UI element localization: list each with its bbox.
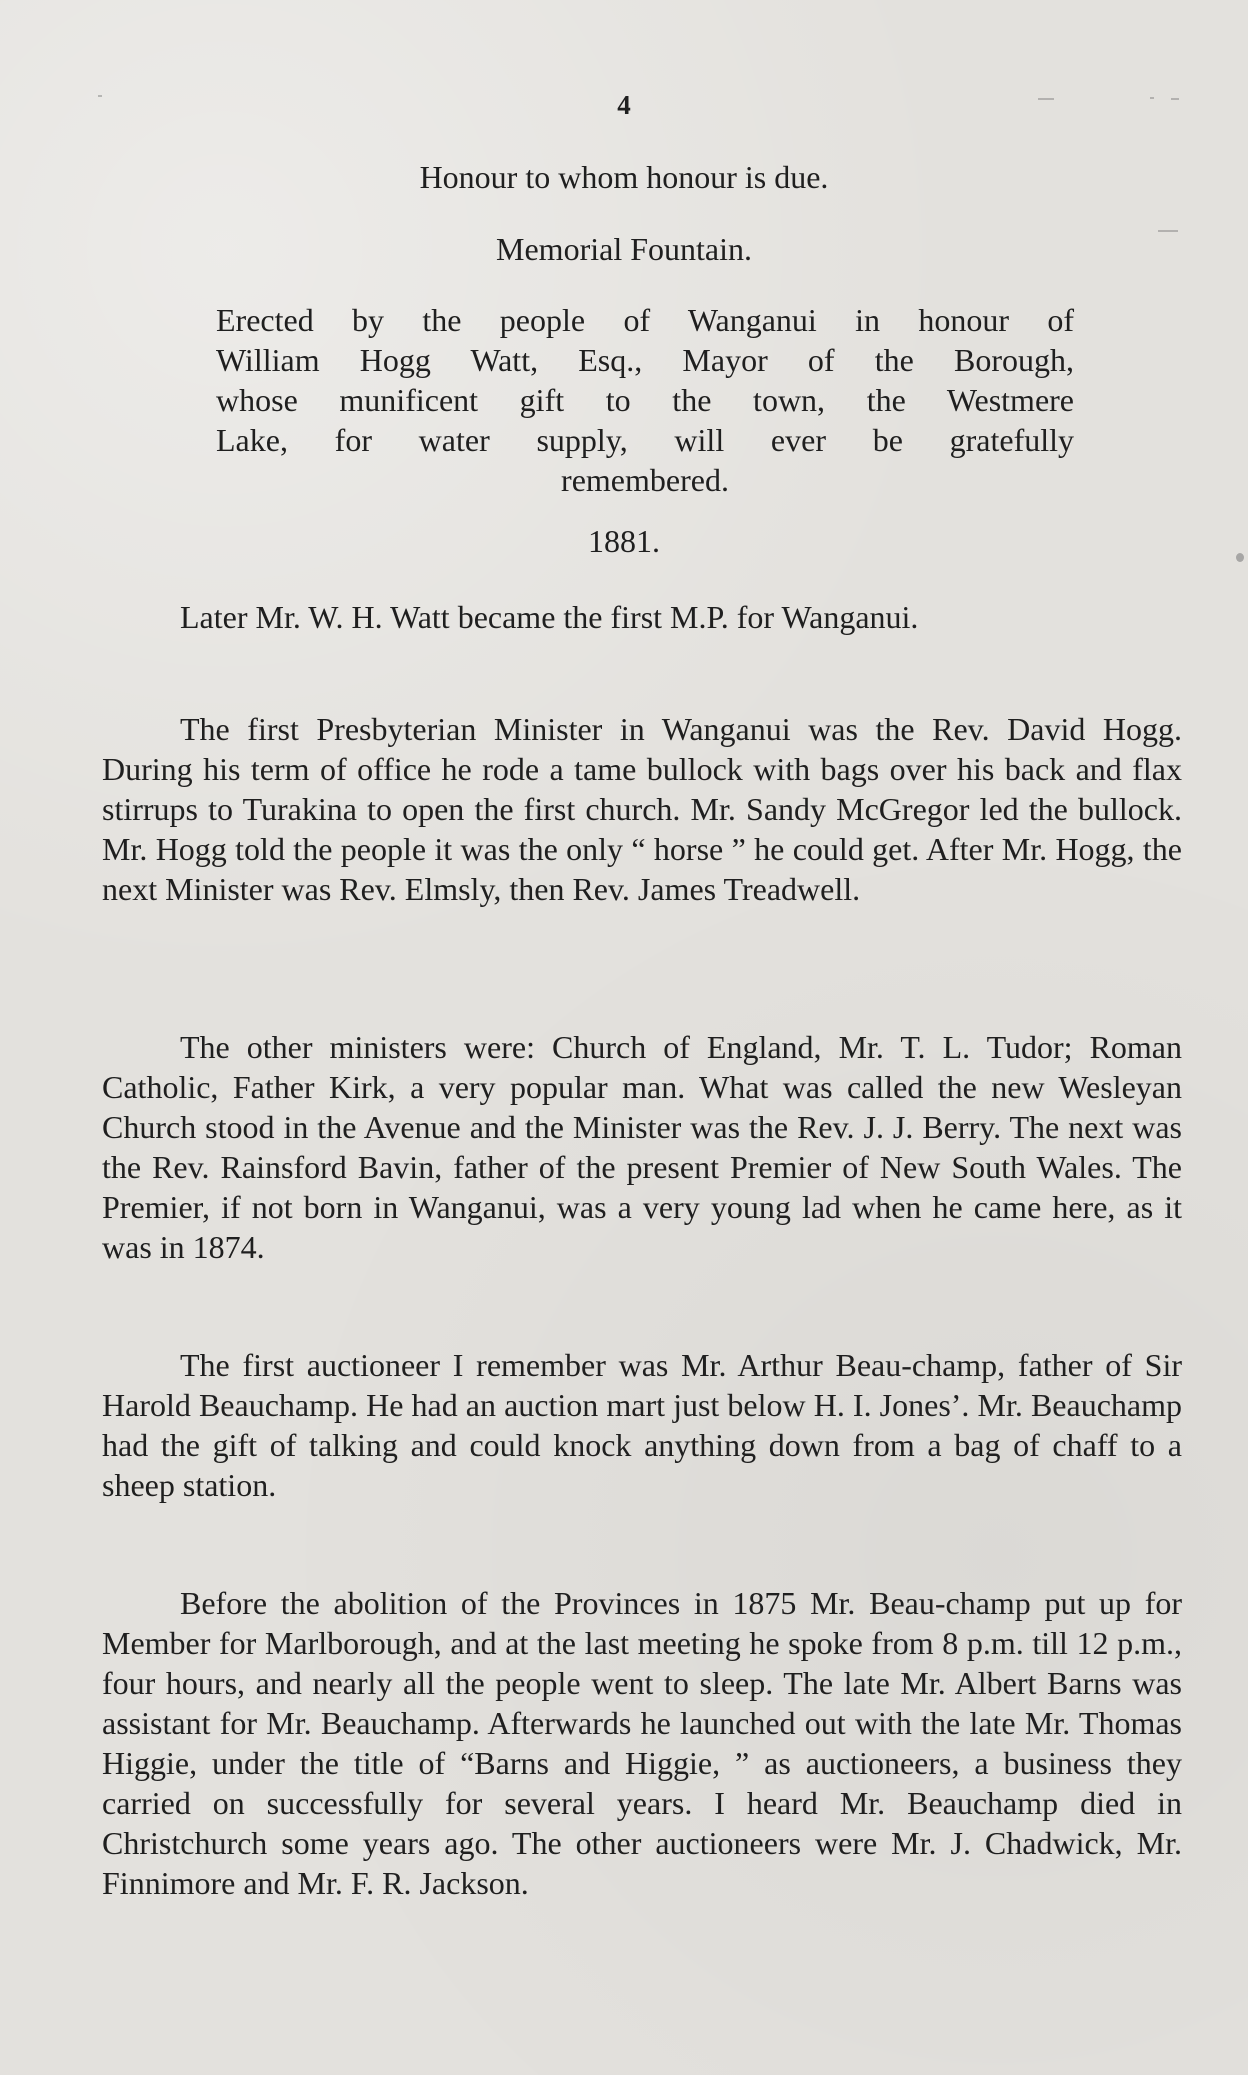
- paragraph-provinces: [102, 1583, 1182, 1903]
- inscription-line: Lake, for water supply, will ever be gratefully: [216, 422, 1074, 458]
- paragraph-text: The other ministers were: Church of England, Mr. T. L. Tudor; Roman Catholic, Father Kirk, a very popular man. What was called the new Wesleyan Church stood in the Avenue and the Minister was the Rev. J. J. Berry. The next was the Rev. Rainsford Bavin, father of the present Premier of New South Wales. The Premier, if not born in Wanganui, was a very young lad when he came here, as it was in 1874.: [102, 1029, 1182, 1265]
- paragraph-text: The first auctioneer I remember was Mr. Arthur Beau-champ, father of Sir Harold Beauchamp. He had an auction mart just below H. I. Jones’. Mr. Beauchamp had the gift of talking and could knock anything down from a bag of chaff to a sheep station.: [102, 1347, 1182, 1503]
- heading-memorial-fountain: Memorial Fountain.: [496, 231, 752, 267]
- paragraph-text: Later Mr. W. H. Watt became the first M.P. for Wanganui.: [180, 599, 919, 635]
- inscription-line: remembered.: [561, 462, 729, 498]
- paragraph-presbyterian: [102, 709, 1182, 909]
- page-number: 4: [617, 90, 631, 120]
- paragraph-auctioneer: [102, 1345, 1182, 1505]
- heading-honour: Honour to whom honour is due.: [419, 159, 829, 195]
- paragraph-ministers: [102, 1027, 1182, 1267]
- inscription-line: Erected by the people of Wanganui in honour of: [216, 302, 1074, 338]
- inscription-line: William Hogg Watt, Esq., Mayor of the Borough,: [216, 342, 1074, 378]
- paragraph-text: Before the abolition of the Provinces in 1875 Mr. Beau-champ put up for Member for Marlborough, and at the last meeting he spoke from 8 p.m. till 12 p.m., four hours, and nearly all the people went to sleep. The late Mr. Albert Barns was assistant for Mr. Beauchamp. Afterwards he launched out with the late Mr. Thomas Higgie, under the title of “Barns and Higgie, ” as auctioneers, a business they carried on successfully for several years. I heard Mr. Beauchamp died in Christchurch some years ago. The other auctioneers were Mr. J. Chadwick, Mr. Finnimore and Mr. F. R. Jackson.: [102, 1585, 1182, 1901]
- memorial-inscription: [216, 300, 1074, 500]
- paragraph-text: The first Presbyterian Minister in Wanganui was the Rev. David Hogg. During his term of office he rode a tame bullock with bags over his back and flax stirrups to Turakina to open the first church. Mr. Sandy McGregor led the bullock. Mr. Hogg told the people it was the only “ horse ” he could get. After Mr. Hogg, the next Minister was Rev. Elmsly, then Rev. James Treadwell.: [102, 711, 1182, 907]
- inscription-line: whose munificent gift to the town, the Westmere: [216, 382, 1074, 418]
- inscription-year: 1881.: [588, 523, 660, 559]
- paragraph-watt: [102, 597, 1182, 637]
